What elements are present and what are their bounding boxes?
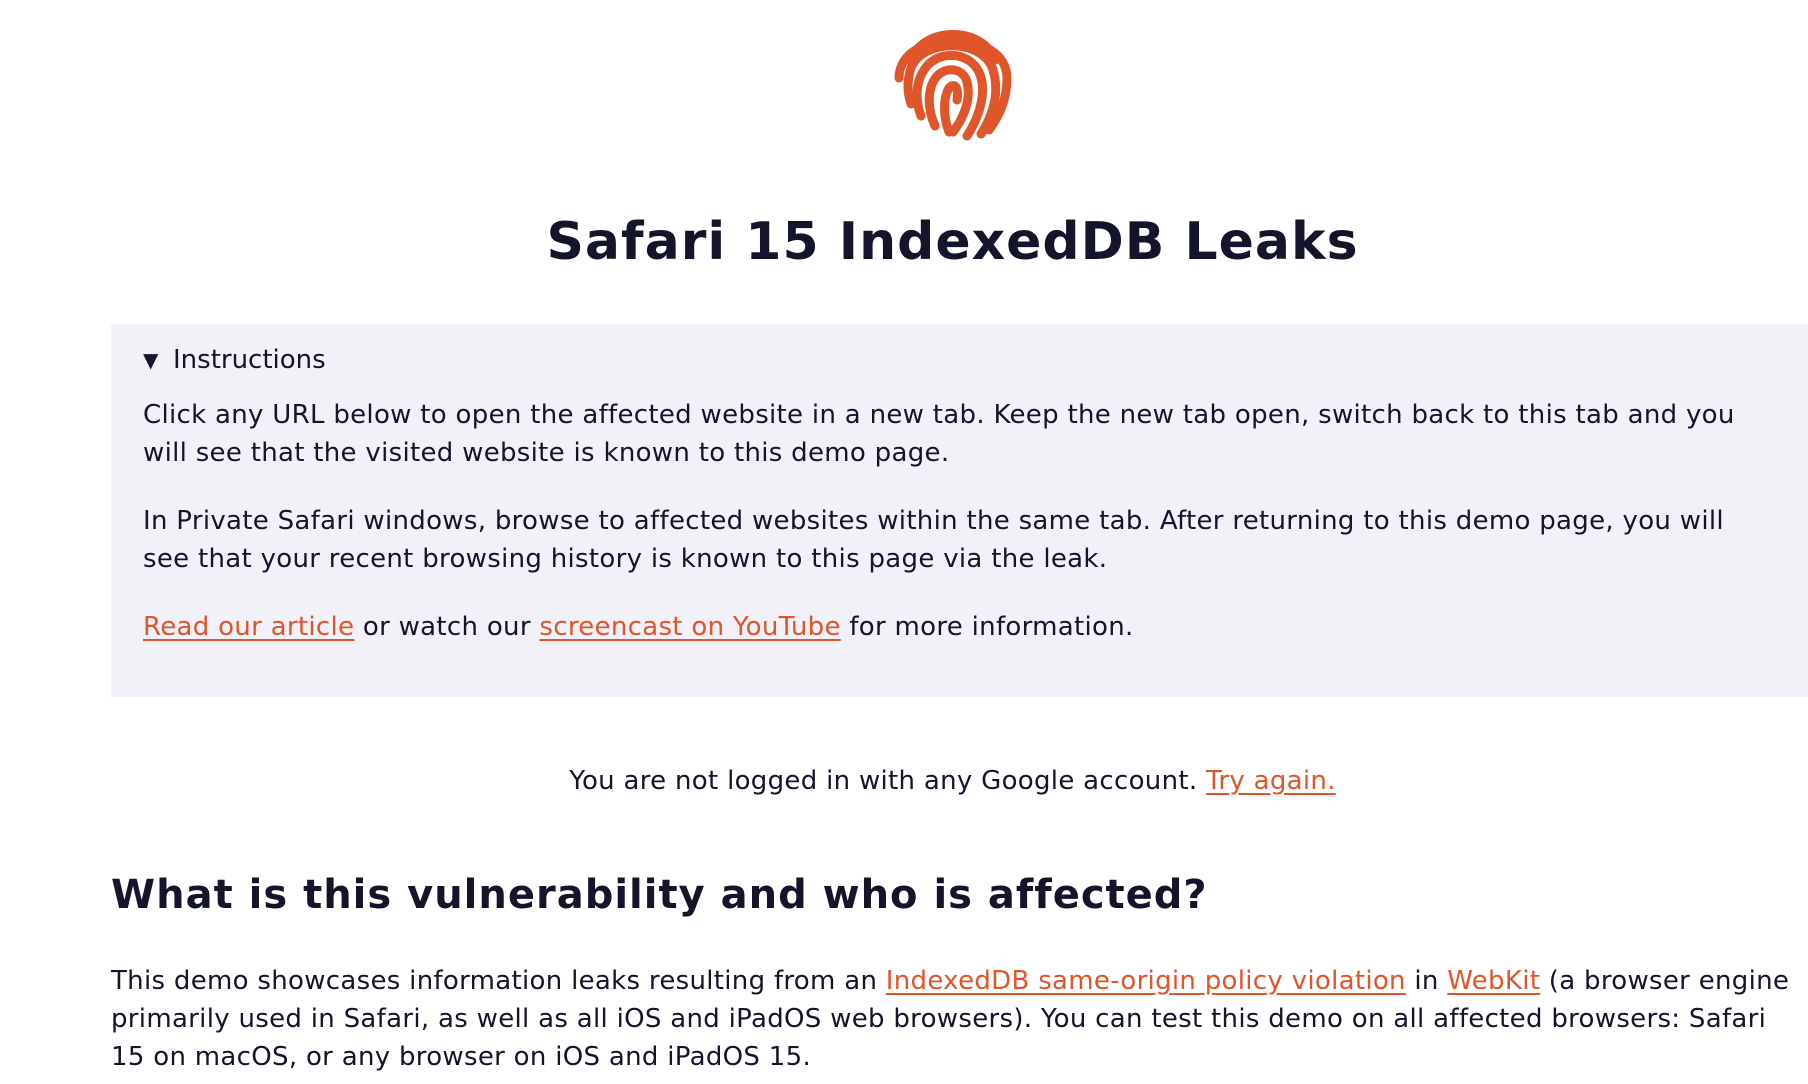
section-body-text-3: (a browser engine primarily used in Safari, as well as all iOS and iPadOS web browsers). You can test this demo on all affected browsers: Safari 15 on macOS, or any browser on iOS and iPadOS 15.: [111, 966, 1790, 1072]
instructions-paragraph-2: In Private Safari windows, browse to affected websites within the same tab. After returning to this demo page, you will see that your recent browsing history is known to this page via the leak.: [143, 506, 1724, 574]
section-body: [111, 962, 1791, 1076]
indexeddb-violation-link[interactable]: IndexedDB same-origin policy violation: [885, 966, 1406, 996]
instructions-p3-end: for more information.: [840, 612, 1134, 642]
google-login-status: [0, 762, 1808, 800]
instructions-toggle[interactable]: [143, 342, 1776, 378]
instructions-paragraph-1: Click any URL below to open the affected website in a new tab. Keep the new tab open, switch back to this tab and you will see that the visited website is known to this demo page.: [143, 400, 1735, 468]
section-body-text-1: This demo showcases information leaks resulting from an: [111, 966, 886, 996]
try-again-link[interactable]: Try again.: [1206, 766, 1336, 796]
fingerprint-icon: [883, 8, 1023, 148]
youtube-screencast-link[interactable]: screencast on YouTube: [539, 612, 841, 642]
section-body-text-2: in: [1405, 966, 1448, 996]
instructions-summary-label: Instructions: [173, 345, 326, 375]
webkit-link[interactable]: WebKit: [1447, 966, 1541, 996]
instructions-paragraph-3: [143, 608, 1776, 646]
section-title: What is this vulnerability and who is affected?: [111, 872, 1208, 918]
instructions-p3-mid: or watch our: [354, 612, 540, 642]
status-text: You are not logged in with any Google account.: [569, 766, 1206, 796]
page-title: Safari 15 IndexedDB Leaks: [546, 212, 1359, 272]
triangle-down-icon: ▼: [143, 348, 159, 372]
read-article-link[interactable]: Read our article: [143, 612, 355, 642]
instructions-panel: [111, 324, 1808, 697]
